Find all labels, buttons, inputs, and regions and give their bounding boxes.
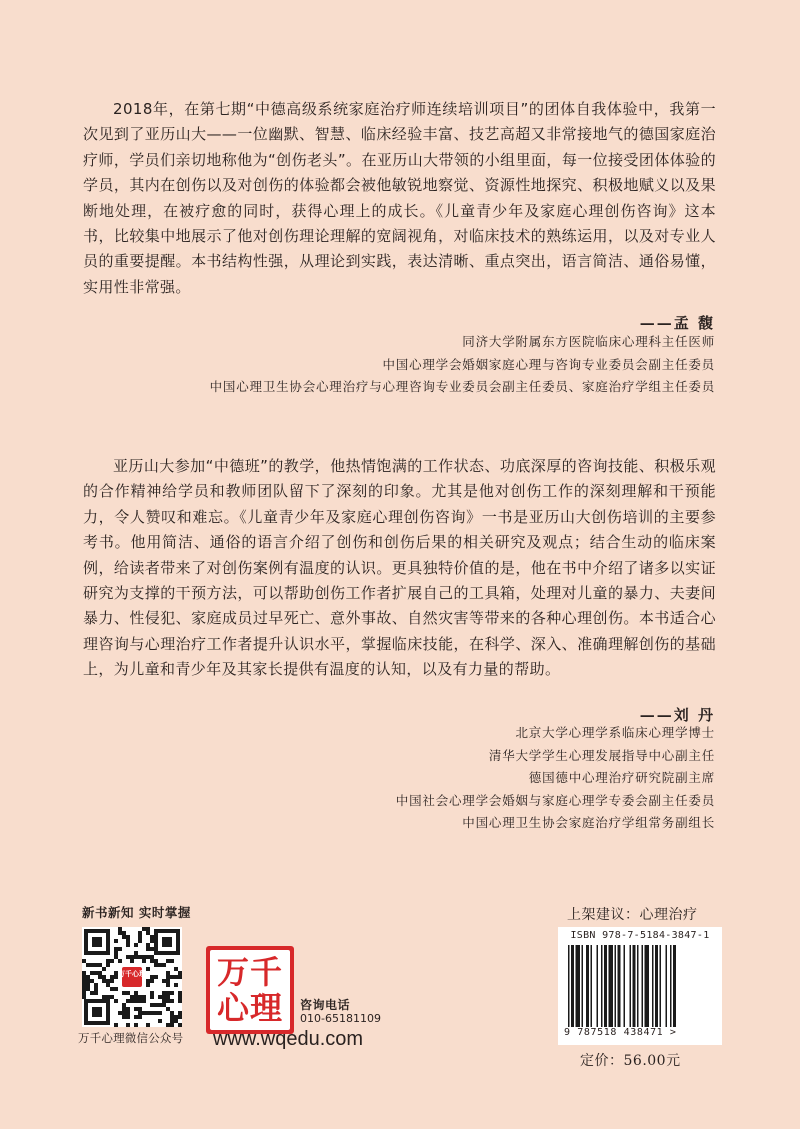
barcode-bar bbox=[655, 945, 658, 1027]
qr-module bbox=[94, 991, 98, 995]
qr-module bbox=[146, 1023, 150, 1027]
qr-module bbox=[170, 1015, 174, 1019]
review-2-title: 德国德中心理治疗研究院副主席 bbox=[528, 770, 715, 785]
qr-module bbox=[170, 959, 174, 963]
qr-module bbox=[82, 995, 86, 999]
qr-module bbox=[158, 1011, 162, 1015]
qr-module bbox=[178, 975, 182, 979]
qr-module bbox=[158, 963, 162, 967]
qr-module bbox=[102, 979, 106, 983]
qr-module bbox=[114, 1023, 118, 1027]
review-2-signature: ——刘 丹 bbox=[639, 706, 715, 724]
qr-module bbox=[162, 979, 166, 983]
qr-module bbox=[150, 959, 154, 963]
qr-module bbox=[178, 1023, 182, 1027]
barcode-bar bbox=[615, 945, 617, 1027]
qr-module bbox=[118, 927, 122, 931]
barcode-digits: 9 787518 438471 > bbox=[564, 1027, 677, 1038]
qr-module bbox=[82, 991, 86, 995]
barcode-bar bbox=[624, 945, 626, 1027]
barcode-bar bbox=[630, 945, 632, 1027]
qr-module bbox=[122, 935, 126, 939]
logo-text-line2: 心理 bbox=[216, 989, 283, 1027]
review-2-title: 中国社会心理学会婚姻与家庭心理学专委会副主任委员 bbox=[395, 792, 715, 808]
review-2-titles bbox=[396, 722, 715, 835]
qr-module bbox=[162, 1003, 166, 1007]
qr-module bbox=[142, 959, 146, 963]
qr-module bbox=[138, 1007, 142, 1011]
qr-module bbox=[110, 979, 114, 983]
qr-module bbox=[138, 939, 142, 943]
qr-module bbox=[166, 995, 170, 999]
qr-module bbox=[174, 983, 178, 987]
barcode-bar bbox=[582, 945, 584, 1027]
review-1-title: 同济大学附属东方医院临床心理科主任医师 bbox=[462, 334, 715, 349]
review-2-title: 清华大学学生心理发展指导中心副主任 bbox=[488, 747, 715, 763]
qr-module bbox=[90, 979, 94, 983]
qr-module bbox=[82, 979, 86, 983]
qr-module bbox=[138, 931, 142, 935]
qr-module bbox=[178, 991, 182, 995]
qr-module bbox=[82, 987, 86, 991]
review-2-title: 中国心理卫生协会家庭治疗学组常务副组长 bbox=[462, 815, 715, 830]
qr-module bbox=[170, 975, 174, 979]
qr-module bbox=[110, 975, 114, 979]
review-2-title: 北京大学心理学系临床心理学博士 bbox=[515, 725, 715, 740]
qr-module bbox=[162, 999, 166, 1003]
qr-module bbox=[170, 999, 174, 1003]
qr-module bbox=[146, 943, 150, 947]
qr-module bbox=[130, 995, 134, 999]
qr-module bbox=[126, 935, 130, 939]
qr-module bbox=[146, 947, 150, 951]
qr-module bbox=[158, 995, 162, 999]
qr-module bbox=[154, 959, 158, 963]
qr-module bbox=[94, 963, 98, 967]
qr-module bbox=[134, 1007, 138, 1011]
qr-module bbox=[102, 995, 106, 999]
qr-module bbox=[126, 999, 130, 1003]
qr-module bbox=[150, 991, 154, 995]
qr-module bbox=[130, 999, 134, 1003]
barcode-bar bbox=[568, 945, 570, 1027]
barcode-bar bbox=[660, 945, 662, 1027]
qr-module bbox=[146, 983, 150, 987]
qr-module bbox=[114, 947, 118, 951]
qr-module bbox=[166, 1023, 170, 1027]
website-link[interactable]: www.wqedu.com bbox=[213, 1028, 364, 1050]
qr-module bbox=[98, 963, 102, 967]
qr-module bbox=[102, 975, 106, 979]
qr-module bbox=[150, 1011, 154, 1015]
wanqian-logo-icon bbox=[206, 946, 294, 1034]
qr-module bbox=[106, 979, 110, 983]
qr-module bbox=[86, 983, 90, 987]
qr-module bbox=[174, 1019, 178, 1023]
qr-module bbox=[150, 979, 154, 983]
qr-module bbox=[134, 1023, 138, 1027]
qr-module bbox=[150, 975, 154, 979]
qr-module bbox=[146, 967, 150, 971]
qr-module bbox=[162, 991, 166, 995]
qr-module bbox=[82, 959, 86, 963]
qr-module bbox=[90, 971, 94, 975]
qr-module bbox=[158, 1003, 162, 1007]
qr-module bbox=[170, 991, 174, 995]
qr-module bbox=[150, 935, 154, 939]
qr-module bbox=[114, 951, 118, 955]
barcode-bar bbox=[618, 945, 621, 1027]
qr-module bbox=[150, 1003, 154, 1007]
barcode-bar bbox=[601, 945, 603, 1027]
qr-module bbox=[114, 987, 118, 991]
qr-module bbox=[90, 963, 94, 967]
logo-text-line1: 万千 bbox=[216, 953, 283, 991]
qr-module bbox=[122, 1011, 126, 1015]
qr-module bbox=[118, 1011, 122, 1015]
qr-module bbox=[170, 1019, 174, 1023]
qr-module bbox=[110, 995, 114, 999]
qr-module bbox=[146, 955, 150, 959]
barcode-icon bbox=[568, 945, 712, 1027]
qr-module bbox=[118, 931, 122, 935]
barcode-bar bbox=[604, 945, 607, 1027]
qr-module bbox=[106, 995, 110, 999]
qr-module bbox=[154, 1011, 158, 1015]
review-1-text: 2018年，在第七期“中德高级系统家庭治疗师连续培训项目”的团体自我体验中，我第一次见到了亚历山大——一位幽默、智慧、临床经验丰富、技艺高超又非常接地气的德国家庭治疗师，学员们亲切地称他为“创伤老头”。在亚历山大带领的小组里面，每一位接受团体体验的学员，其内在创伤以及对创伤的体验都会被他敏锐地察觉、资源性地探究、积极地赋义以及果断地处理，在被疗愈的同时，获得心理上的成长。《儿童青少年及家庭心理创伤咨询》这本书，比较集中地展示了他对创伤理论理解的宽阔视角，对临床技术的熟练运用，以及对专业人员的重要提醒。本书结构性强，从理论到实践，表达清晰、重点突出，语言简洁、通俗易懂，实用性非常强。 bbox=[83, 100, 716, 296]
qr-module bbox=[146, 927, 150, 931]
qr-module bbox=[82, 975, 86, 979]
barcode-bar bbox=[673, 945, 676, 1027]
barcode-bar bbox=[609, 945, 614, 1027]
qr-module bbox=[114, 999, 118, 1003]
barcode-bar bbox=[591, 945, 593, 1027]
qr-module bbox=[174, 967, 178, 971]
barcode-bar bbox=[652, 945, 654, 1027]
review-1-title: 中国心理卫生协会心理治疗与心理咨询专业委员会副主任委员、家庭治疗学组主任委员 bbox=[209, 379, 715, 394]
qr-module bbox=[150, 995, 154, 999]
qr-module bbox=[98, 975, 102, 979]
qr-module bbox=[166, 983, 170, 987]
qr-module bbox=[134, 943, 138, 947]
shelf-suggestion: 上架建议：心理治疗 bbox=[567, 907, 698, 923]
barcode-bar bbox=[633, 945, 636, 1027]
qr-code-graphic bbox=[82, 927, 182, 1027]
qr-module bbox=[134, 991, 138, 995]
qr-module bbox=[130, 955, 134, 959]
barcode-bar bbox=[666, 945, 668, 1027]
qr-module bbox=[166, 959, 170, 963]
qr-module bbox=[174, 1015, 178, 1019]
qr-module bbox=[86, 979, 90, 983]
qr-module bbox=[126, 1015, 130, 1019]
qr-module bbox=[118, 959, 122, 963]
qr-module bbox=[114, 955, 118, 959]
qr-module bbox=[134, 995, 138, 999]
isbn-text: ISBN 978-7-5184-3847-1 bbox=[570, 930, 710, 941]
qr-module bbox=[162, 963, 166, 967]
qr-module bbox=[178, 971, 182, 975]
review-1-titles bbox=[210, 331, 715, 399]
qr-module bbox=[178, 999, 182, 1003]
qr-module bbox=[98, 971, 102, 975]
qr-module bbox=[146, 931, 150, 935]
qr-module bbox=[126, 1011, 130, 1015]
qr-module bbox=[146, 1011, 150, 1015]
qr-module bbox=[122, 1007, 126, 1011]
barcode-bar bbox=[645, 945, 650, 1027]
qr-module bbox=[110, 959, 114, 963]
qr-module bbox=[158, 1019, 162, 1023]
qr-module bbox=[138, 1015, 142, 1019]
qr-module bbox=[106, 963, 110, 967]
qr-module bbox=[82, 971, 86, 975]
price-label: 定价：56.00元 bbox=[580, 1053, 681, 1069]
qr-title: 新书新知 实时掌握 bbox=[82, 905, 191, 920]
qr-module bbox=[138, 1011, 142, 1015]
qr-module bbox=[134, 951, 138, 955]
qr-module bbox=[142, 927, 146, 931]
qr-module bbox=[138, 995, 142, 999]
qr-module bbox=[102, 967, 106, 971]
qr-module bbox=[166, 991, 170, 995]
qr-module bbox=[126, 1023, 130, 1027]
qr-module bbox=[142, 999, 146, 1003]
qr-module bbox=[178, 1015, 182, 1019]
qr-module bbox=[142, 995, 146, 999]
qr-module bbox=[106, 983, 110, 987]
qr-module bbox=[126, 991, 130, 995]
qr-module bbox=[174, 975, 178, 979]
barcode-bar bbox=[576, 945, 581, 1027]
qr-module bbox=[126, 943, 130, 947]
qr-center-logo-text: 万千心理 bbox=[118, 970, 146, 978]
review-1-signature: ——孟 馥 bbox=[639, 314, 715, 332]
qr-module bbox=[170, 1011, 174, 1015]
qr-module bbox=[166, 1007, 170, 1011]
qr-module bbox=[166, 971, 170, 975]
qr-module bbox=[94, 983, 98, 987]
qr-module bbox=[138, 935, 142, 939]
qr-module bbox=[146, 979, 150, 983]
qr-module bbox=[126, 1007, 130, 1011]
qr-module bbox=[162, 995, 166, 999]
qr-module bbox=[94, 971, 98, 975]
qr-module bbox=[110, 987, 114, 991]
qr-module bbox=[154, 1003, 158, 1007]
barcode-bar bbox=[637, 945, 639, 1027]
qr-module bbox=[134, 999, 138, 1003]
qr-module bbox=[134, 955, 138, 959]
qr-module bbox=[122, 1003, 126, 1007]
barcode-bar bbox=[586, 945, 589, 1027]
qr-module bbox=[94, 987, 98, 991]
qr-module bbox=[86, 963, 90, 967]
barcode-bar bbox=[597, 945, 599, 1027]
qr-module bbox=[86, 975, 90, 979]
qr-module bbox=[90, 991, 94, 995]
qr-module bbox=[178, 1011, 182, 1015]
barcode-bar bbox=[670, 945, 672, 1027]
qr-module bbox=[122, 1015, 126, 1019]
qr-code-icon bbox=[82, 927, 182, 1027]
barcode-box bbox=[558, 927, 722, 1045]
qr-module bbox=[126, 955, 130, 959]
qr-module bbox=[170, 1023, 174, 1027]
review-2-text: 亚历山大参加“中德班”的教学，他热情饱满的工作状态、功底深厚的咨询技能、积极乐观的合作精神给学员和教师团队留下了深刻的印象。尤其是他对创伤工作的深刻理解和干预能力，令人赞叹和难忘。《儿童青少年及家庭心理创伤咨询》一书是亚历山大创伤培训的主要参考书。他用简洁、通俗的语言介绍了创伤和创伤后果的相关研究及观点；结合生动的临床案例，给读者带来了对创伤案例有温度的认识。更具独特价值的是，他在书中介绍了诸多以实证研究为支撑的干预方法，可以帮助创伤工作者扩展自己的工具箱，处理对儿童的暴力、夫妻间暴力、性侵犯、家庭成员过早死亡、意外事故、自然灾害等带来的各种心理创伤。本书适合心理咨询与心理治疗工作者提升认识水平，掌握临床技能，在科学、深入、准确理解创伤的基础上，为儿童和青少年及其家长提供有温度的认知，以及有力量的帮助。 bbox=[83, 457, 716, 679]
review-1-title: 中国心理学会婚姻家庭心理与咨询专业委员会副主任委员 bbox=[382, 356, 715, 372]
logo-inner bbox=[210, 950, 290, 1030]
barcode-bar bbox=[642, 945, 644, 1027]
qr-module bbox=[134, 1015, 138, 1019]
qr-module bbox=[138, 999, 142, 1003]
qr-module bbox=[122, 931, 126, 935]
qr-module bbox=[142, 1011, 146, 1015]
qr-module bbox=[150, 955, 154, 959]
qr-module bbox=[126, 939, 130, 943]
consult-label: 咨询电话 bbox=[300, 998, 351, 1012]
qr-module bbox=[166, 975, 170, 979]
qr-module bbox=[138, 955, 142, 959]
qr-module bbox=[122, 991, 126, 995]
qr-module bbox=[130, 959, 134, 963]
qr-module bbox=[150, 947, 154, 951]
qr-module bbox=[142, 955, 146, 959]
qr-module bbox=[154, 963, 158, 967]
barcode-bar bbox=[571, 945, 574, 1027]
qr-module bbox=[118, 947, 122, 951]
qr-module bbox=[106, 959, 110, 963]
qr-module bbox=[114, 939, 118, 943]
qr-module bbox=[82, 983, 86, 987]
qr-module bbox=[166, 999, 170, 1003]
consult-phone: 010-65181109 bbox=[300, 1012, 381, 1025]
qr-module bbox=[150, 939, 154, 943]
qr-caption: 万千心理微信公众号 bbox=[78, 1031, 184, 1045]
qr-module bbox=[86, 987, 90, 991]
qr-module bbox=[166, 979, 170, 983]
qr-module bbox=[178, 995, 182, 999]
qr-module bbox=[154, 975, 158, 979]
